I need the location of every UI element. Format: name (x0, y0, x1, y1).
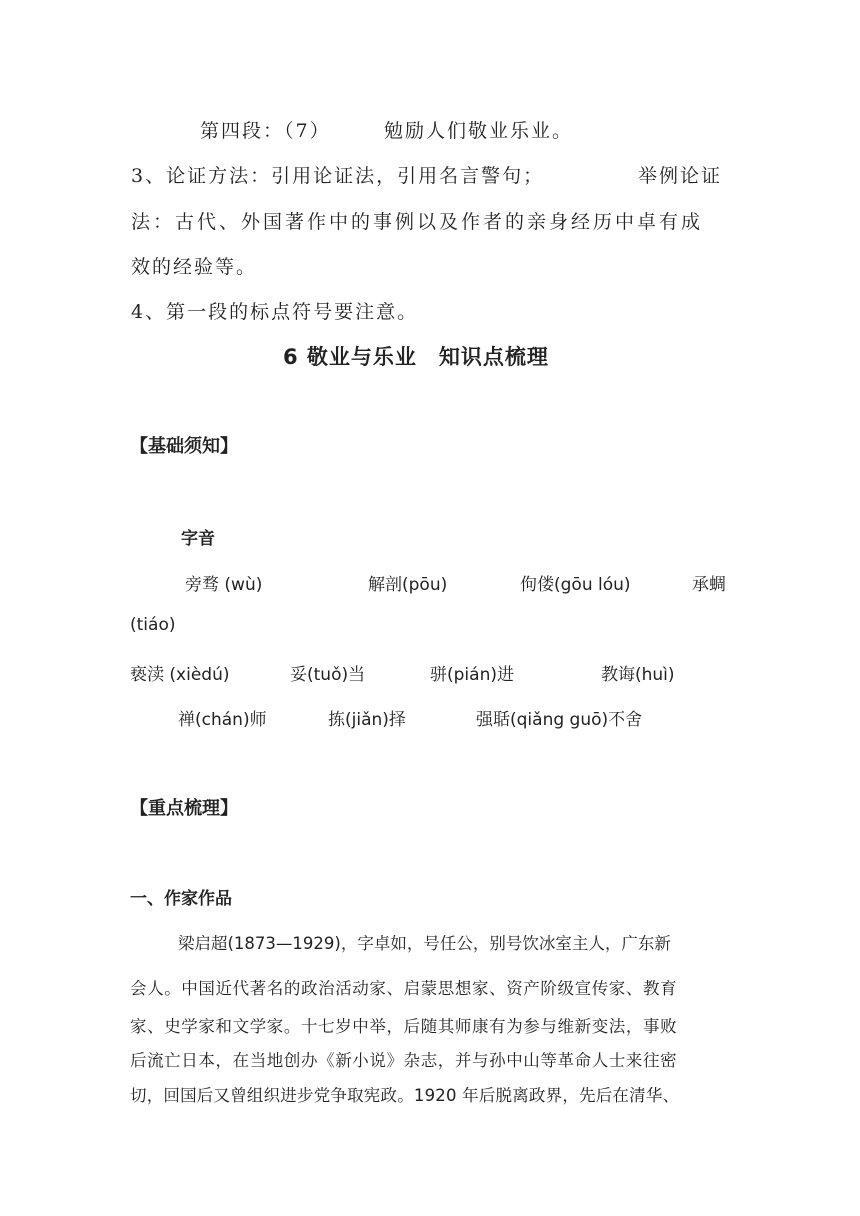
pinyin-item: 拣(jiǎn)择 (328, 710, 406, 730)
basics-subheading: 字音 (181, 529, 215, 549)
pinyin-item: 禅(chán)师 (178, 710, 267, 730)
body-line: 家、史学家和文学家。十七岁中举，后随其师康有为参与维新变法，事败 (130, 1017, 678, 1036)
item3-line2: 法：古代、外国著作中的事例以及作者的亲身经历中卓有成 (131, 211, 704, 233)
para4-text: 勉励人们敬业乐业。 (384, 120, 574, 142)
basics-heading: 【基础须知】 (130, 436, 238, 457)
pinyin-item: 解剖(pōu) (368, 575, 448, 595)
pinyin-item-wrap: (tiáo) (130, 615, 176, 635)
body-line: 后流亡日本，在当地创办《新小说》杂志，并与孙中山等革命人士来往密 (130, 1051, 678, 1070)
item3-line3: 效的经验等。 (131, 256, 258, 278)
body-line: 会人。中国近代著名的政治活动家、启蒙思想家、资产阶级宣传家、教育 (130, 979, 678, 998)
pinyin-item: 亵渎 (xièdú) (130, 665, 230, 685)
pinyin-item: 教诲(huì) (601, 665, 675, 685)
pinyin-item: 佝偻(gōu lóu) (520, 575, 631, 595)
doc-title: 6 敬业与乐业 知识点梳理 (283, 345, 549, 369)
section1-title: 一、作家作品 (130, 889, 232, 909)
key-points-heading: 【重点梳理】 (130, 798, 238, 819)
pinyin-item: 妥(tuǒ)当 (290, 665, 366, 685)
pinyin-item: 骈(pián)进 (430, 665, 514, 685)
para4-label: 第四段：（7） (200, 120, 331, 142)
body-line: 梁启超(1873—1929)，字卓如，号任公，别号饮冰室主人，广东新 (178, 934, 671, 953)
pinyin-item: 旁骛 (wù) (185, 575, 263, 595)
pinyin-item: 强聒(qiǎng guō)不舍 (476, 710, 643, 730)
item4-text: 4、第一段的标点符号要注意。 (131, 301, 419, 323)
item3-text-b: 举例论证 (638, 165, 723, 187)
item3-text-a: 3、论证方法：引用论证法，引用名言警句； (131, 165, 545, 187)
body-line: 切，回国后又曾组织进步党争取宪政。1920 年后脱离政界，先后在清华、 (130, 1086, 680, 1105)
pinyin-item: 承蜩 (692, 575, 726, 595)
